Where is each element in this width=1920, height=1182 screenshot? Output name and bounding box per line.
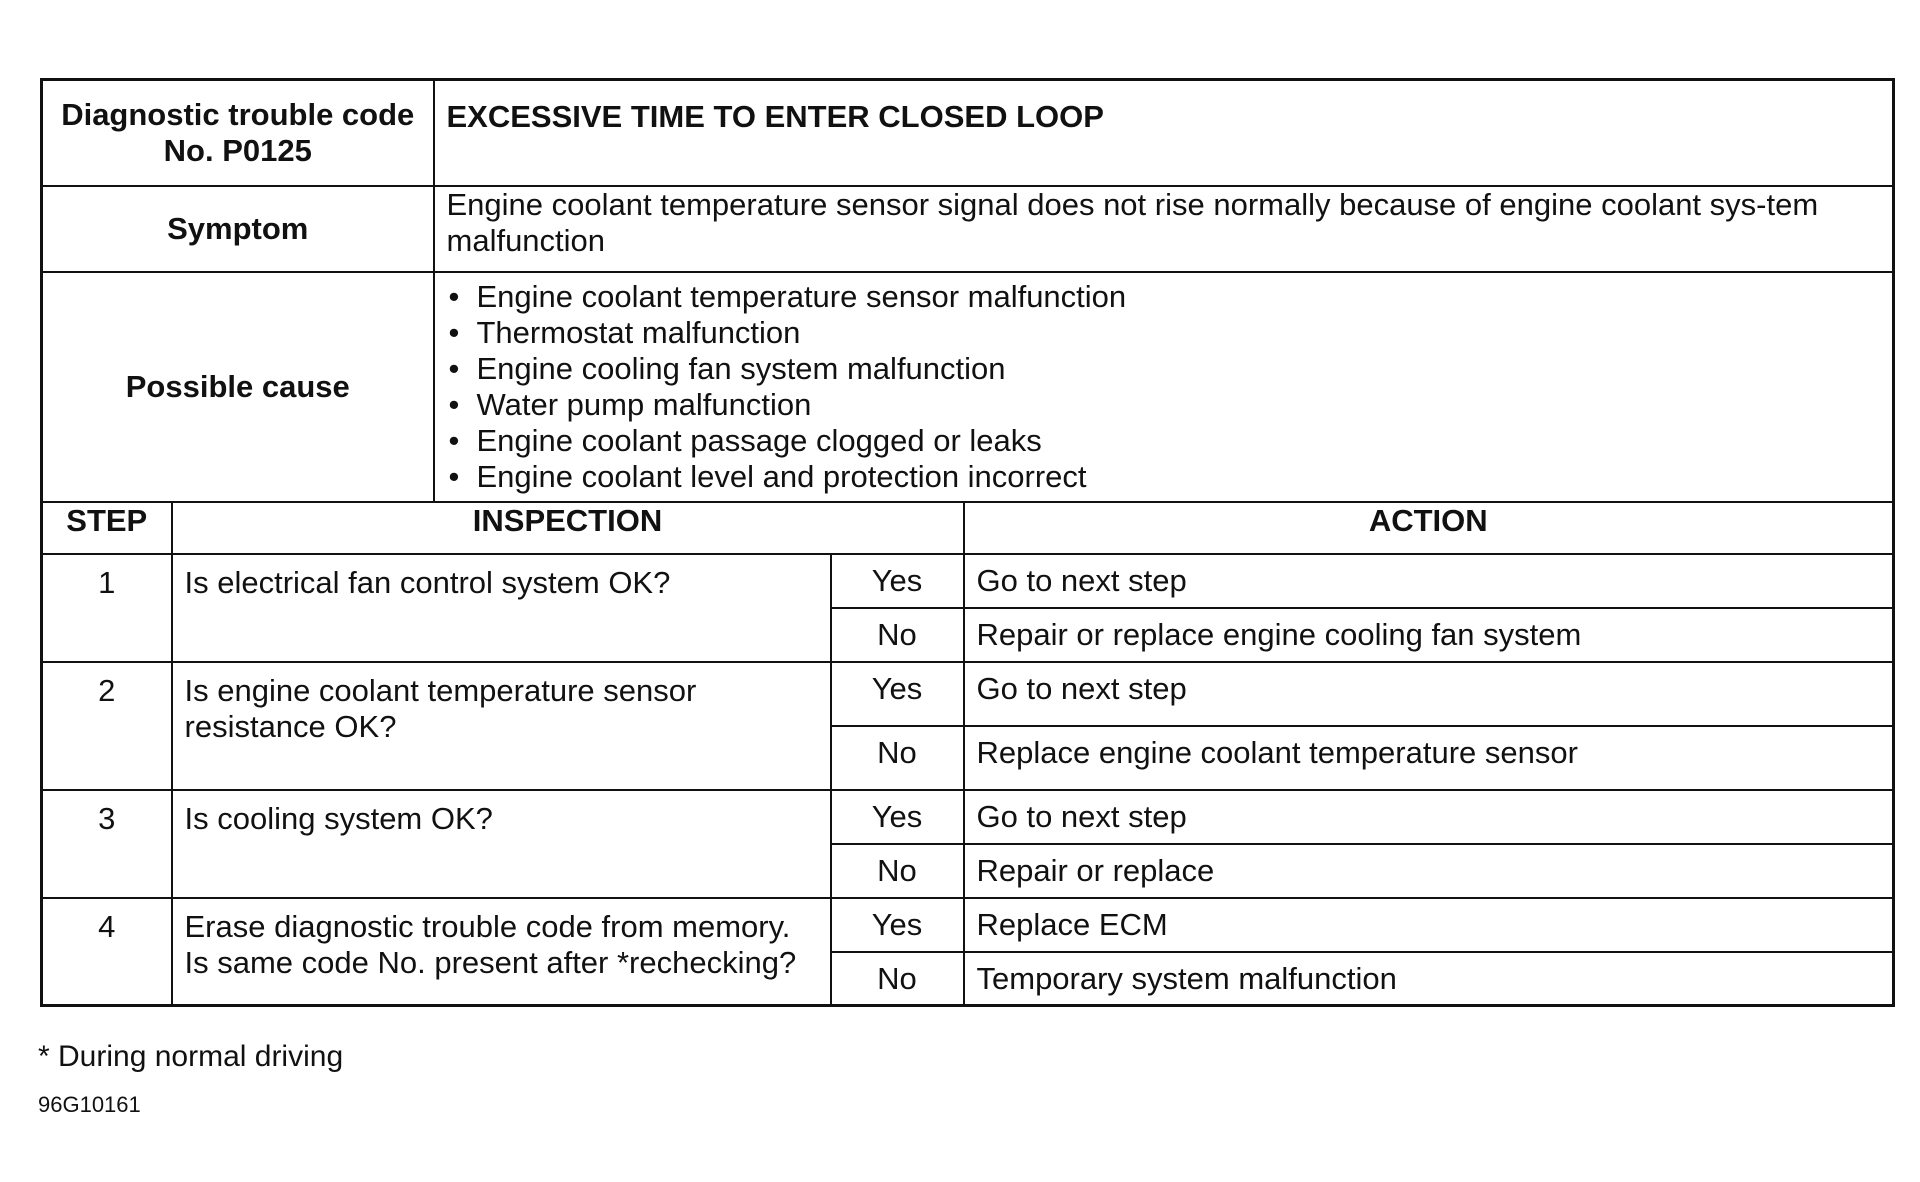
step-number: 2 — [42, 662, 172, 790]
symptom-text: Engine coolant temperature sensor signal does not rise normally because of engine coolant sys-tem malfunction — [434, 186, 1894, 272]
possible-cause-label: Possible cause — [42, 272, 434, 502]
diagnostic-table — [40, 78, 1895, 1007]
column-header-row — [42, 502, 1894, 554]
no-action: Repair or replace — [964, 844, 1894, 898]
no-action: Temporary system malfunction — [964, 952, 1894, 1006]
inspection-text: Is cooling system OK? — [172, 790, 831, 898]
no-label: No — [831, 844, 964, 898]
code-label: Diagnostic trouble code No. P0125 — [42, 80, 434, 186]
cause-item-text: Engine cooling fan system malfunction — [476, 350, 1006, 386]
step-number: 3 — [42, 790, 172, 898]
table-row — [42, 790, 1894, 844]
yes-label: Yes — [831, 898, 964, 952]
no-action: Repair or replace engine cooling fan system — [964, 608, 1894, 662]
step-column-header: STEP — [42, 502, 172, 554]
figure-code: 96G10161 — [38, 1092, 141, 1117]
no-label: No — [831, 952, 964, 1006]
yes-label: Yes — [831, 662, 964, 726]
bullet-icon: • — [448, 350, 460, 386]
possible-cause-cell — [434, 272, 1894, 502]
yes-action: Go to next step — [964, 790, 1894, 844]
cause-item — [447, 459, 1881, 495]
possible-cause-row — [42, 272, 1894, 502]
bullet-icon: • — [448, 422, 460, 458]
action-column-header: ACTION — [964, 502, 1894, 554]
inspection-text: Is electrical fan control system OK? — [172, 554, 831, 662]
cause-item — [447, 387, 1881, 423]
yes-label: Yes — [831, 554, 964, 608]
cause-item — [447, 423, 1881, 459]
cause-item — [447, 315, 1881, 351]
cause-item-text: Thermostat malfunction — [476, 314, 801, 350]
inspection-text: Erase diagnostic trouble code from memory. Is same code No. present after *rechecking? — [172, 898, 831, 1006]
symptom-row — [42, 186, 1894, 272]
inspection-column-header: INSPECTION — [172, 502, 964, 554]
bullet-icon: • — [448, 458, 460, 494]
cause-item — [447, 351, 1881, 387]
bullet-icon: • — [448, 386, 460, 422]
no-label: No — [831, 608, 964, 662]
possible-cause-list — [447, 273, 1881, 495]
no-label: No — [831, 726, 964, 790]
bullet-icon: • — [448, 278, 460, 314]
step-number: 1 — [42, 554, 172, 662]
symptom-label: Symptom — [42, 186, 434, 272]
yes-action: Go to next step — [964, 662, 1894, 726]
no-action: Replace engine coolant temperature sensor — [964, 726, 1894, 790]
code-row — [42, 80, 1894, 186]
yes-action: Go to next step — [964, 554, 1894, 608]
diagnostic-sheet — [40, 78, 1892, 1007]
yes-label: Yes — [831, 790, 964, 844]
cause-item — [447, 279, 1881, 315]
yes-action: Replace ECM — [964, 898, 1894, 952]
bullet-icon: • — [448, 314, 460, 350]
step-number: 4 — [42, 898, 172, 1006]
footnote: * During normal driving — [38, 1040, 344, 1073]
cause-item-text: Engine coolant level and protection incorrect — [476, 458, 1087, 494]
cause-item-text: Water pump malfunction — [476, 386, 812, 422]
table-row — [42, 554, 1894, 608]
table-row — [42, 662, 1894, 726]
cause-item-text: Engine coolant temperature sensor malfunction — [476, 278, 1127, 314]
dtc-title: EXCESSIVE TIME TO ENTER CLOSED LOOP — [434, 80, 1894, 186]
inspection-text: Is engine coolant temperature sensor resistance OK? — [172, 662, 831, 790]
cause-item-text: Engine coolant passage clogged or leaks — [476, 422, 1042, 458]
table-row — [42, 898, 1894, 952]
